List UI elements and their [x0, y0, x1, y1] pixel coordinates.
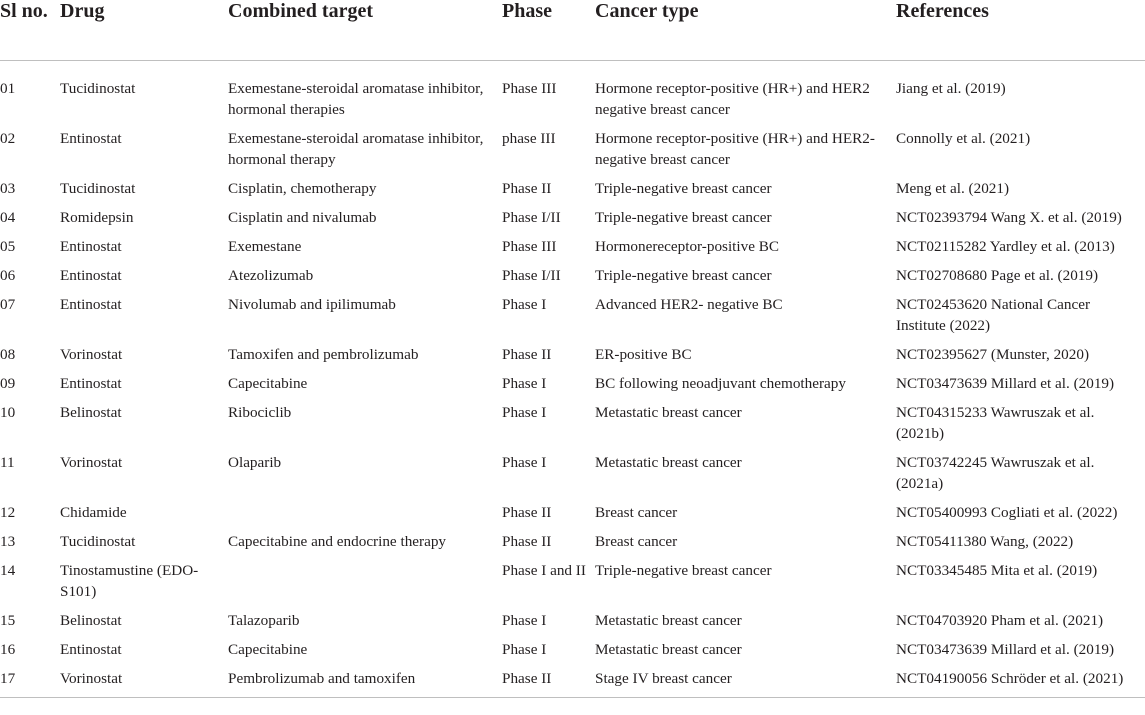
cell-cancer-type: Breast cancer — [595, 533, 678, 550]
cell-drug: Chidamide — [60, 504, 127, 521]
cell-sl-no: 08 — [0, 346, 16, 363]
cell-references: NCT02453620 National Cancer Institute (2022) — [896, 296, 1091, 334]
cell-drug: Belinostat — [60, 612, 122, 629]
cell-drug: Tucidinostat — [60, 80, 136, 97]
cell-combined-target: Capecitabine — [228, 375, 308, 392]
cell-combined-target: Olaparib — [228, 454, 282, 471]
cell-phase: Phase I — [502, 612, 547, 629]
cell-sl-no: 09 — [0, 375, 16, 392]
cell-cancer-type: Metastatic breast cancer — [595, 641, 742, 658]
table-body — [0, 61, 1145, 698]
cell-sl-no: 07 — [0, 296, 16, 313]
cell-references: Connolly et al. (2021) — [896, 130, 1031, 147]
cell-references: NCT03473639 Millard et al. (2019) — [896, 641, 1115, 658]
cell-references: NCT02115282 Yardley et al. (2013) — [896, 238, 1115, 255]
cell-sl-no: 13 — [0, 533, 16, 550]
table-row — [0, 228, 1145, 257]
cell-references: NCT03345485 Mita et al. (2019) — [896, 562, 1098, 579]
cell-phase: Phase I — [502, 454, 547, 471]
cell-combined-target: Ribociclib — [228, 404, 292, 421]
cell-combined-target: Nivolumab and ipilimumab — [228, 296, 396, 313]
table-row — [0, 170, 1145, 199]
table-row — [0, 394, 1145, 444]
cell-sl-no: 15 — [0, 612, 16, 629]
table-row — [0, 120, 1145, 170]
cell-phase: Phase I — [502, 296, 547, 313]
cell-cancer-type: Triple-negative breast cancer — [595, 267, 772, 284]
table-row — [0, 660, 1145, 698]
cell-phase: Phase I/II — [502, 267, 561, 284]
cell-drug: Tinostamustine (EDO-S101) — [60, 562, 199, 600]
cell-drug: Vorinostat — [60, 660, 228, 698]
table-row — [0, 257, 1145, 286]
cell-sl-no: 12 — [0, 504, 16, 521]
cell-sl-no: 11 — [0, 454, 15, 471]
cell-combined-target: Capecitabine — [228, 641, 308, 658]
cell-drug: Entinostat — [60, 296, 122, 313]
cell-phase: Phase II — [502, 180, 552, 197]
cell-references: NCT04190056 Schröder et al. (2021) — [896, 660, 1145, 698]
cell-combined-target — [228, 552, 502, 602]
cell-sl-no: 06 — [0, 267, 16, 284]
cell-drug: Entinostat — [60, 267, 122, 284]
cell-cancer-type: Hormonereceptor-positive BC — [595, 238, 780, 255]
cell-phase: Phase II — [502, 660, 595, 698]
table-row — [0, 336, 1145, 365]
cell-phase: Phase I — [502, 404, 547, 421]
cell-combined-target: Exemestane — [228, 238, 302, 255]
cell-combined-target: Cisplatin, chemotherapy — [228, 180, 377, 197]
cell-phase: Phase II — [502, 533, 552, 550]
cell-sl-no: 04 — [0, 209, 16, 226]
cell-drug: Entinostat — [60, 130, 122, 147]
table-row — [0, 444, 1145, 494]
header-cancer-type: Cancer type — [595, 0, 896, 61]
cell-combined-target: Capecitabine and endocrine therapy — [228, 533, 447, 550]
header-sl-no: Sl no. — [0, 0, 60, 61]
cell-phase: Phase I and II — [502, 562, 586, 579]
table-row — [0, 365, 1145, 394]
cell-combined-target: Exemestane-steroidal aromatase inhibitor, hormonal therapy — [228, 130, 484, 168]
cell-drug: Tucidinostat — [60, 533, 136, 550]
cell-references: NCT04315233 Wawruszak et al. (2021b) — [896, 404, 1095, 442]
cell-references: NCT02393794 Wang X. et al. (2019) — [896, 209, 1122, 226]
table-row — [0, 494, 1145, 523]
cell-sl-no: 14 — [0, 562, 16, 579]
cell-cancer-type: BC following neoadjuvant chemotherapy — [595, 375, 846, 392]
cell-combined-target: Atezolizumab — [228, 267, 314, 284]
cell-references: Jiang et al. (2019) — [896, 80, 1006, 97]
cell-references: NCT05411380 Wang, (2022) — [896, 533, 1074, 550]
cell-sl-no: 16 — [0, 641, 16, 658]
cell-cancer-type: Breast cancer — [595, 504, 678, 521]
cell-cancer-type: Triple-negative breast cancer — [595, 180, 772, 197]
cell-combined-target: Talazoparib — [228, 612, 300, 629]
cell-phase: phase III — [502, 130, 556, 147]
cell-sl-no: 02 — [0, 130, 16, 147]
cell-sl-no: 03 — [0, 180, 16, 197]
cell-cancer-type: Triple-negative breast cancer — [595, 209, 772, 226]
cell-cancer-type: Metastatic breast cancer — [595, 454, 742, 471]
cell-drug: Entinostat — [60, 238, 122, 255]
cell-cancer-type: Metastatic breast cancer — [595, 612, 742, 629]
cell-sl-no: 10 — [0, 404, 16, 421]
cell-sl-no: 17 — [0, 660, 60, 698]
cell-cancer-type: Hormone receptor-positive (HR+) and HER2 negative breast cancer — [595, 80, 870, 118]
table-row — [0, 199, 1145, 228]
cell-phase: Phase III — [502, 80, 557, 97]
table-row — [0, 552, 1145, 602]
table-header — [0, 0, 1145, 61]
header-row — [0, 0, 1145, 61]
cell-references: NCT02708680 Page et al. (2019) — [896, 267, 1099, 284]
table-row — [0, 523, 1145, 552]
header-combined-target: Combined target — [228, 0, 502, 61]
table-row — [0, 286, 1145, 336]
cell-combined-target: Tamoxifen and pembrolizumab — [228, 346, 419, 363]
cell-references: NCT03473639 Millard et al. (2019) — [896, 375, 1115, 392]
cell-drug: Vorinostat — [60, 454, 123, 471]
cell-phase: Phase II — [502, 346, 552, 363]
cell-phase: Phase I — [502, 641, 547, 658]
cell-sl-no: 05 — [0, 238, 16, 255]
cell-phase: Phase III — [502, 238, 557, 255]
cell-drug: Belinostat — [60, 404, 122, 421]
header-references: References — [896, 0, 1145, 61]
cell-phase: Phase I/II — [502, 209, 561, 226]
table-row — [0, 631, 1145, 660]
cell-references: NCT05400993 Cogliati et al. (2022) — [896, 504, 1118, 521]
cell-drug: Vorinostat — [60, 346, 123, 363]
cell-phase: Phase I — [502, 375, 547, 392]
cell-cancer-type: ER-positive BC — [595, 346, 692, 363]
table-row — [0, 602, 1145, 631]
cell-drug: Romidepsin — [60, 209, 134, 226]
cell-references: NCT02395627 (Munster, 2020) — [896, 346, 1090, 363]
header-phase: Phase — [502, 0, 595, 61]
cell-cancer-type: Stage IV breast cancer — [595, 660, 896, 698]
cell-phase: Phase II — [502, 504, 552, 521]
cell-cancer-type: Metastatic breast cancer — [595, 404, 742, 421]
cell-references: NCT03742245 Wawruszak et al. (2021a) — [896, 454, 1095, 492]
cell-references: NCT04703920 Pham et al. (2021) — [896, 612, 1104, 629]
cell-sl-no: 01 — [0, 80, 16, 97]
header-drug: Drug — [60, 0, 228, 61]
cell-combined-target — [228, 494, 502, 523]
cell-drug: Entinostat — [60, 375, 122, 392]
cell-references: Meng et al. (2021) — [896, 180, 1010, 197]
table-row — [0, 61, 1145, 121]
cell-combined-target: Cisplatin and nivalumab — [228, 209, 377, 226]
cell-combined-target: Pembrolizumab and tamoxifen — [228, 660, 502, 698]
cell-cancer-type: Triple-negative breast cancer — [595, 562, 772, 579]
cell-drug: Tucidinostat — [60, 180, 136, 197]
cell-combined-target: Exemestane-steroidal aromatase inhibitor, hormonal therapies — [228, 80, 484, 118]
cell-drug: Entinostat — [60, 641, 122, 658]
cell-cancer-type: Hormone receptor-positive (HR+) and HER2-negative breast cancer — [595, 130, 875, 168]
cell-cancer-type: Advanced HER2- negative BC — [595, 296, 783, 313]
